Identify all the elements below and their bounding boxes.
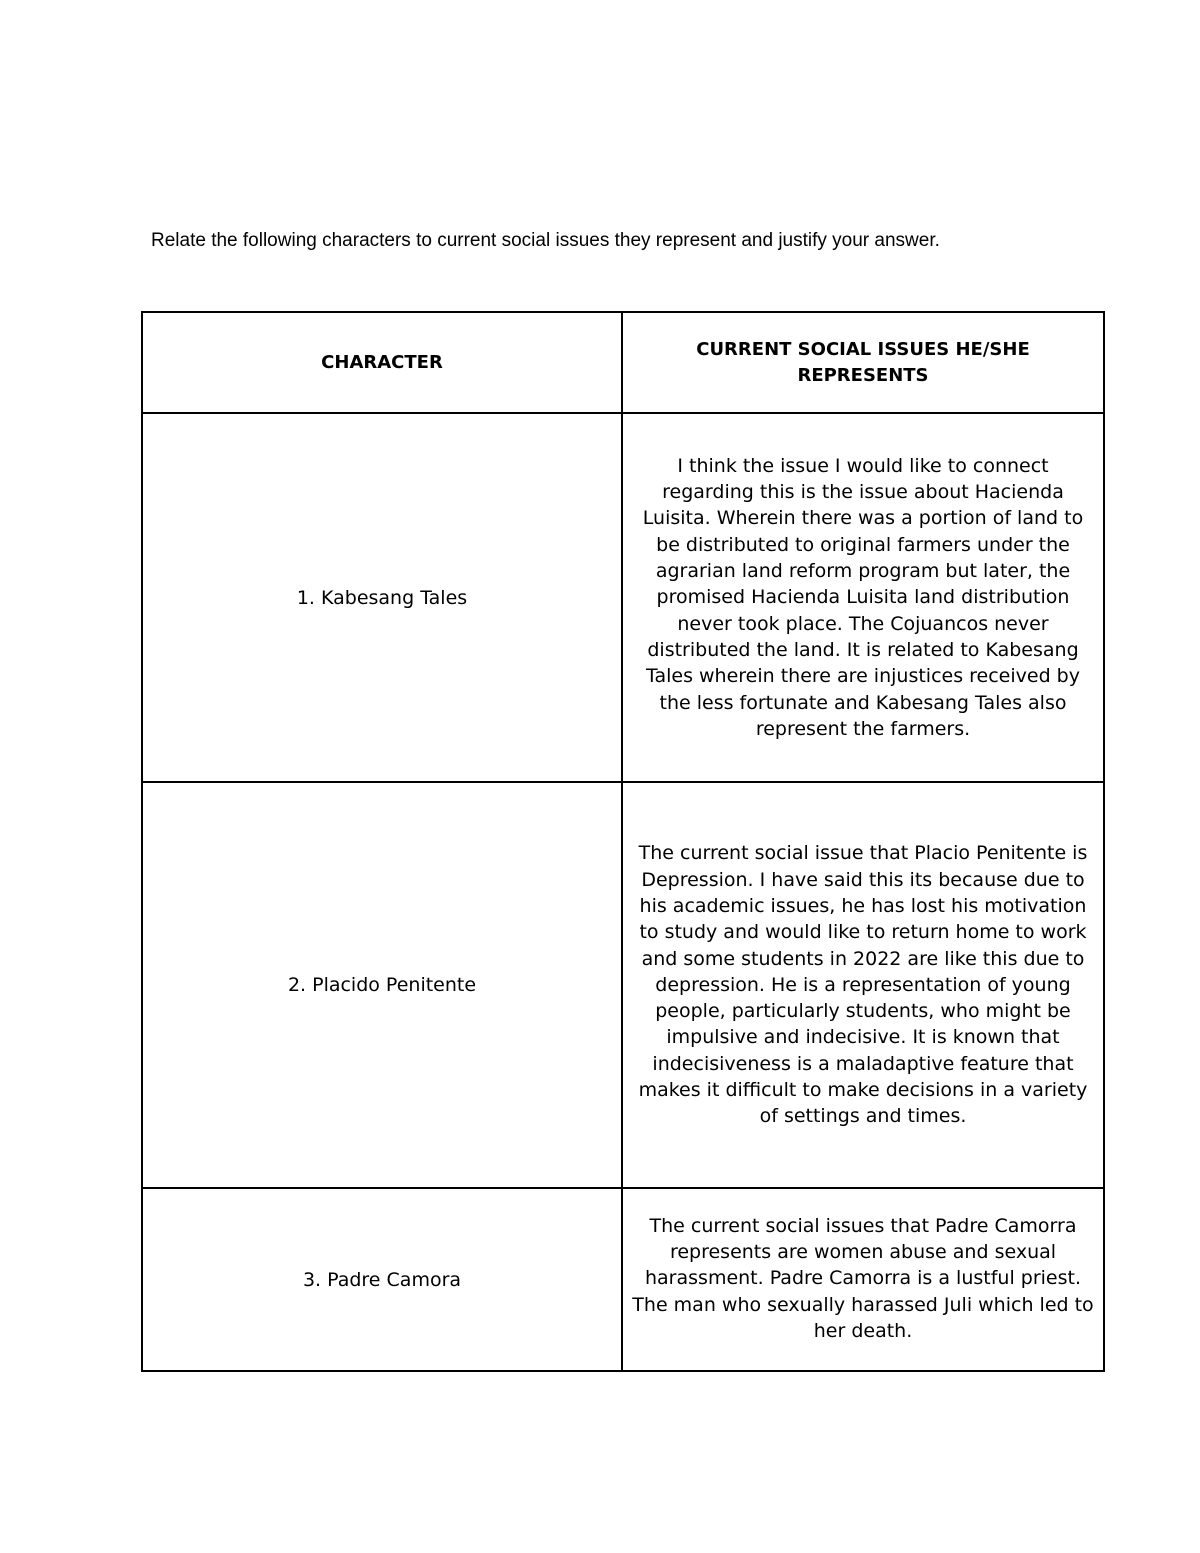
character-issues-table bbox=[141, 311, 1105, 1372]
character-cell: 3. Padre Camora bbox=[142, 1188, 622, 1371]
issue-cell: I think the issue I would like to connect regarding this is the issue about Hacienda Luisita. Wherein there was a portion of land to be distributed to original farmers under the agrarian land reform program but later, the promised Hacienda Luisita land distribution never took place. The Cojuancos never distributed the land. It is related to Kabesang Tales wherein there are injustices received by the less fortunate and Kabesang Tales also represent the farmers. bbox=[622, 413, 1104, 782]
header-character: CHARACTER bbox=[142, 312, 622, 413]
character-cell: 2. Placido Penitente bbox=[142, 782, 622, 1188]
table-row bbox=[142, 782, 1104, 1188]
table-row bbox=[142, 1188, 1104, 1371]
header-issues: CURRENT SOCIAL ISSUES HE/SHE REPRESENTS bbox=[622, 312, 1104, 413]
instruction-text: Relate the following characters to current social issues they represent and justify your answer. bbox=[151, 230, 940, 251]
character-cell: 1. Kabesang Tales bbox=[142, 413, 622, 782]
issue-cell: The current social issues that Padre Camorra represents are women abuse and sexual harassment. Padre Camorra is a lustful priest. The man who sexually harassed Juli which led to her death. bbox=[622, 1188, 1104, 1371]
table-row bbox=[142, 413, 1104, 782]
issue-cell: The current social issue that Placio Penitente is Depression. I have said this its because due to his academic issues, he has lost his motivation to study and would like to return home to work and some students in 2022 are like this due to depression. He is a representation of young people, particularly students, who might be impulsive and indecisive. It is known that indecisiveness is a maladaptive feature that makes it difficult to make decisions in a variety of settings and times. bbox=[622, 782, 1104, 1188]
table-header-row bbox=[142, 312, 1104, 413]
